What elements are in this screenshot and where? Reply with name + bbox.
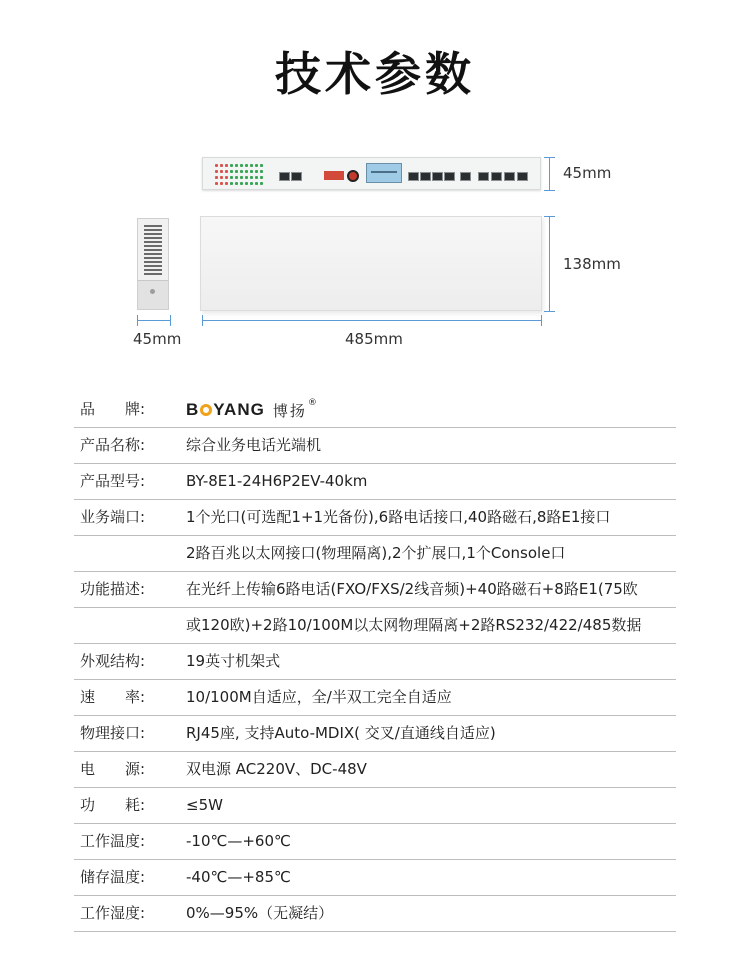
vent-slot-icon xyxy=(144,273,162,275)
led-icon xyxy=(245,164,248,167)
brand-ring-icon xyxy=(200,404,212,416)
registered-mark: ® xyxy=(307,398,317,408)
spec-value: -40℃—+85℃ xyxy=(186,868,291,886)
vent-slot-icon xyxy=(144,265,162,267)
rj45-port-icon xyxy=(291,172,302,181)
led-icon xyxy=(250,164,253,167)
vent-slot-icon xyxy=(144,269,162,271)
dimension-line-side-width xyxy=(137,320,170,321)
led-icon xyxy=(260,182,263,185)
table-row xyxy=(74,716,676,752)
led-icon xyxy=(260,164,263,167)
spec-value: ≤5W xyxy=(186,796,223,814)
spec-label: 储存温度: xyxy=(80,868,146,886)
led-icon xyxy=(225,176,228,179)
rj45-port-icon xyxy=(504,172,515,181)
rj45-port-icon xyxy=(408,172,419,181)
led-icon xyxy=(260,170,263,173)
spec-label: 物理接口: xyxy=(80,724,146,742)
table-row xyxy=(74,644,676,680)
table-row xyxy=(74,572,676,608)
page-title: 技术参数 xyxy=(275,47,475,101)
brand-logo xyxy=(186,399,317,421)
led-indicator-grid xyxy=(215,164,267,186)
led-icon xyxy=(245,176,248,179)
device-top-view-image xyxy=(200,216,542,311)
led-icon xyxy=(235,170,238,173)
rj45-port-icon xyxy=(478,172,489,181)
led-icon xyxy=(220,170,223,173)
spec-label: 电 源: xyxy=(80,760,146,778)
vent-slot-icon xyxy=(144,241,162,243)
device-side-view-image xyxy=(137,218,169,310)
led-icon xyxy=(220,164,223,167)
led-icon xyxy=(240,170,243,173)
vent-slot-icon xyxy=(144,229,162,231)
vent-slot-icon xyxy=(144,249,162,251)
spec-value: 0%—95%（无凝结） xyxy=(186,904,334,922)
vent-slot-icon xyxy=(144,253,162,255)
spec-value: RJ45座, 支持Auto-MDIX( 交叉/直通线自适应) xyxy=(186,724,496,742)
dimension-label-depth: 138mm xyxy=(563,255,621,273)
table-row xyxy=(74,680,676,716)
spec-label: 外观结构: xyxy=(80,652,146,670)
dimension-label-height: 45mm xyxy=(563,164,612,182)
dimension-tick xyxy=(541,315,542,326)
led-icon xyxy=(230,176,233,179)
table-row xyxy=(74,788,676,824)
vent-slot-icon xyxy=(144,225,162,227)
dimension-tick xyxy=(544,311,555,312)
led-icon xyxy=(255,170,258,173)
table-row xyxy=(74,500,676,536)
spec-label: 产品名称: xyxy=(80,436,146,454)
device-front-panel-image xyxy=(202,157,541,190)
spec-label: 品 牌: xyxy=(80,400,146,418)
vent-slot-icon xyxy=(144,233,162,235)
rj45-port-icon xyxy=(432,172,443,181)
rj45-port-icon xyxy=(279,172,290,181)
vent-slot-icon xyxy=(144,245,162,247)
table-row xyxy=(74,824,676,860)
led-icon xyxy=(215,164,218,167)
dimension-label-side-width: 45mm xyxy=(133,330,182,348)
led-icon xyxy=(250,182,253,185)
led-icon xyxy=(220,182,223,185)
spec-table xyxy=(74,392,676,932)
dip-switch-icon xyxy=(324,171,344,180)
spec-value: 2路百兆以太网接口(物理隔离),2个扩展口,1个Console口 xyxy=(186,544,566,562)
dimension-line-width xyxy=(202,320,542,321)
spec-value: 1个光口(可选配1+1光备份),6路电话接口,40路磁石,8路E1接口 xyxy=(186,508,611,526)
led-icon xyxy=(260,176,263,179)
led-icon xyxy=(230,164,233,167)
brand-logo-text: B YANG xyxy=(186,400,265,419)
led-icon xyxy=(225,170,228,173)
led-icon xyxy=(250,170,253,173)
rj45-port-icon xyxy=(444,172,455,181)
led-icon xyxy=(255,164,258,167)
table-row xyxy=(74,536,676,572)
spec-label: 速 率: xyxy=(80,688,146,706)
vent-slot-icon xyxy=(144,257,162,259)
led-icon xyxy=(215,170,218,173)
led-icon xyxy=(235,182,238,185)
dimension-tick xyxy=(170,315,171,326)
dimension-tick xyxy=(137,315,138,326)
lcd-display-icon xyxy=(366,163,402,183)
spec-value: 19英寸机架式 xyxy=(186,652,281,670)
led-icon xyxy=(230,182,233,185)
led-icon xyxy=(215,182,218,185)
spec-label: 功能描述: xyxy=(80,580,146,598)
spec-value: 10/100M自适应，全/半双工完全自适应 xyxy=(186,688,452,706)
spec-label: 工作湿度: xyxy=(80,904,146,922)
dimension-tick xyxy=(202,315,203,326)
spec-label: 业务端口: xyxy=(80,508,146,526)
led-icon xyxy=(225,182,228,185)
dimension-tick xyxy=(544,190,555,191)
table-row xyxy=(74,392,676,428)
rj45-port-icon xyxy=(517,172,528,181)
dimension-tick xyxy=(544,157,555,158)
led-icon xyxy=(225,164,228,167)
spec-value: BY-8E1-24H6P2EV-40km xyxy=(186,472,368,490)
led-icon xyxy=(215,176,218,179)
led-icon xyxy=(250,176,253,179)
spec-value: 综合业务电话光端机 xyxy=(186,436,322,454)
spec-label: 工作温度: xyxy=(80,832,146,850)
vent-slot-icon xyxy=(144,237,162,239)
rj45-port-icon xyxy=(460,172,471,181)
led-icon xyxy=(240,176,243,179)
rj45-port-icon xyxy=(420,172,431,181)
led-icon xyxy=(230,170,233,173)
led-icon xyxy=(245,182,248,185)
led-icon xyxy=(240,164,243,167)
dimension-line-height xyxy=(549,157,550,190)
spec-value: 或120欧)+2路10/100M以太网物理隔离+2路RS232/422/485数据 xyxy=(186,616,642,634)
led-icon xyxy=(255,182,258,185)
table-row xyxy=(74,464,676,500)
dimension-label-width: 485mm xyxy=(345,330,403,348)
spec-label: 功 耗: xyxy=(80,796,146,814)
dimension-tick xyxy=(544,216,555,217)
spec-label: 产品型号: xyxy=(80,472,146,490)
mounting-bracket-icon xyxy=(138,280,168,309)
vent-slot-icon xyxy=(144,261,162,263)
led-icon xyxy=(220,176,223,179)
spec-value: 在光纤上传输6路电话(FXO/FXS/2线音频)+40路磁石+8路E1(75欧 xyxy=(186,580,638,598)
table-row xyxy=(74,896,676,932)
brand-chinese-name: 博扬 xyxy=(272,401,307,420)
spec-value: -10℃—+60℃ xyxy=(186,832,291,850)
fiber-port-icon xyxy=(347,170,359,182)
table-row xyxy=(74,428,676,464)
table-row xyxy=(74,608,676,644)
led-icon xyxy=(255,176,258,179)
table-row xyxy=(74,860,676,896)
led-icon xyxy=(240,182,243,185)
dimension-line-depth xyxy=(549,216,550,311)
led-icon xyxy=(245,170,248,173)
table-row xyxy=(74,752,676,788)
led-icon xyxy=(235,164,238,167)
led-icon xyxy=(235,176,238,179)
rj45-port-icon xyxy=(491,172,502,181)
spec-value: 双电源 AC220V、DC-48V xyxy=(186,760,367,778)
